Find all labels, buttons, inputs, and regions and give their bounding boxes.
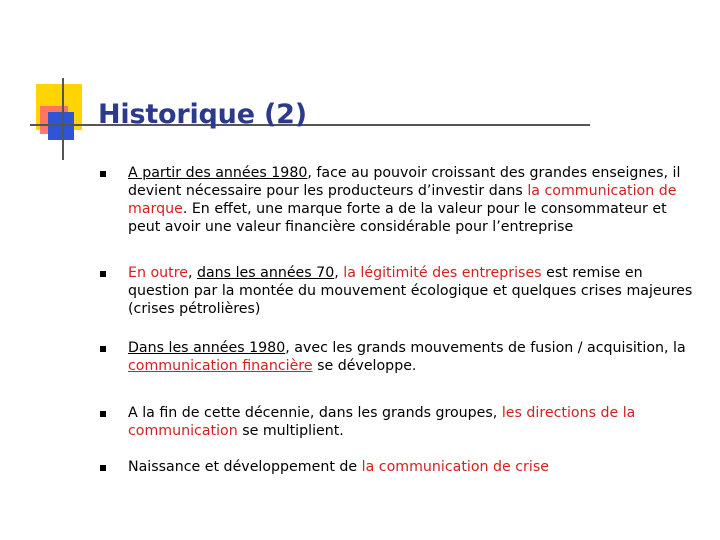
bullet-text-run: , avec les grands mouvements de fusion / acquisition, la — [285, 340, 686, 356]
bullet-item — [98, 339, 703, 375]
bullet-text-run: Naissance et développement de — [128, 459, 362, 475]
bullet-text-run: , face au pouvoir croissant des grandes enseignes, il devient nécessaire pour les producteurs d’investir dans — [128, 165, 681, 199]
bullet-text-run: est remise en question par la montée du mouvement écologique et quelques crises majeures (crises pétrolières) — [128, 265, 693, 317]
bullet-text-run: A la fin de cette décennie, dans les grands groupes, — [128, 405, 502, 421]
bullet-text-run: communication financière — [128, 358, 313, 374]
bullet-text-run: A partir des années 1980 — [128, 165, 308, 181]
bullet-text-run: En outre — [128, 265, 188, 281]
bullet-item — [98, 264, 703, 318]
slide-title: Historique (2) — [98, 99, 307, 130]
bullet-square-icon — [100, 465, 106, 471]
bullet-text-run: la communication de marque — [128, 183, 677, 217]
bullet-text-run: se multiplient. — [237, 423, 344, 439]
decor-vertical-line — [62, 78, 64, 160]
bullet-text-run: , — [187, 265, 197, 281]
bullet-text-run: dans les années 70 — [196, 265, 335, 281]
decor-blue-square — [48, 112, 74, 140]
bullet-item — [98, 404, 703, 440]
bullet-square-icon — [100, 411, 106, 417]
bullet-text-run: les directions de la communication — [128, 405, 636, 439]
bullet-text-run: . En effet, une marque forte a de la valeur pour le consommateur et peut avoir une valeur financière considérable pour l’entreprise — [128, 201, 667, 235]
bullet-item — [98, 164, 703, 236]
bullet-text-run: Dans les années 1980 — [128, 340, 286, 356]
bullet-text-run: la légitimité des entreprises — [343, 265, 542, 281]
bullet-item — [98, 458, 703, 476]
bullet-square-icon — [100, 271, 106, 277]
bullet-text-run: , — [334, 265, 344, 281]
bullet-square-icon — [100, 346, 106, 352]
bullet-text-run: se développe. — [312, 358, 417, 374]
bullet-square-icon — [100, 171, 106, 177]
bullet-text-run: la communication de crise — [361, 459, 549, 475]
